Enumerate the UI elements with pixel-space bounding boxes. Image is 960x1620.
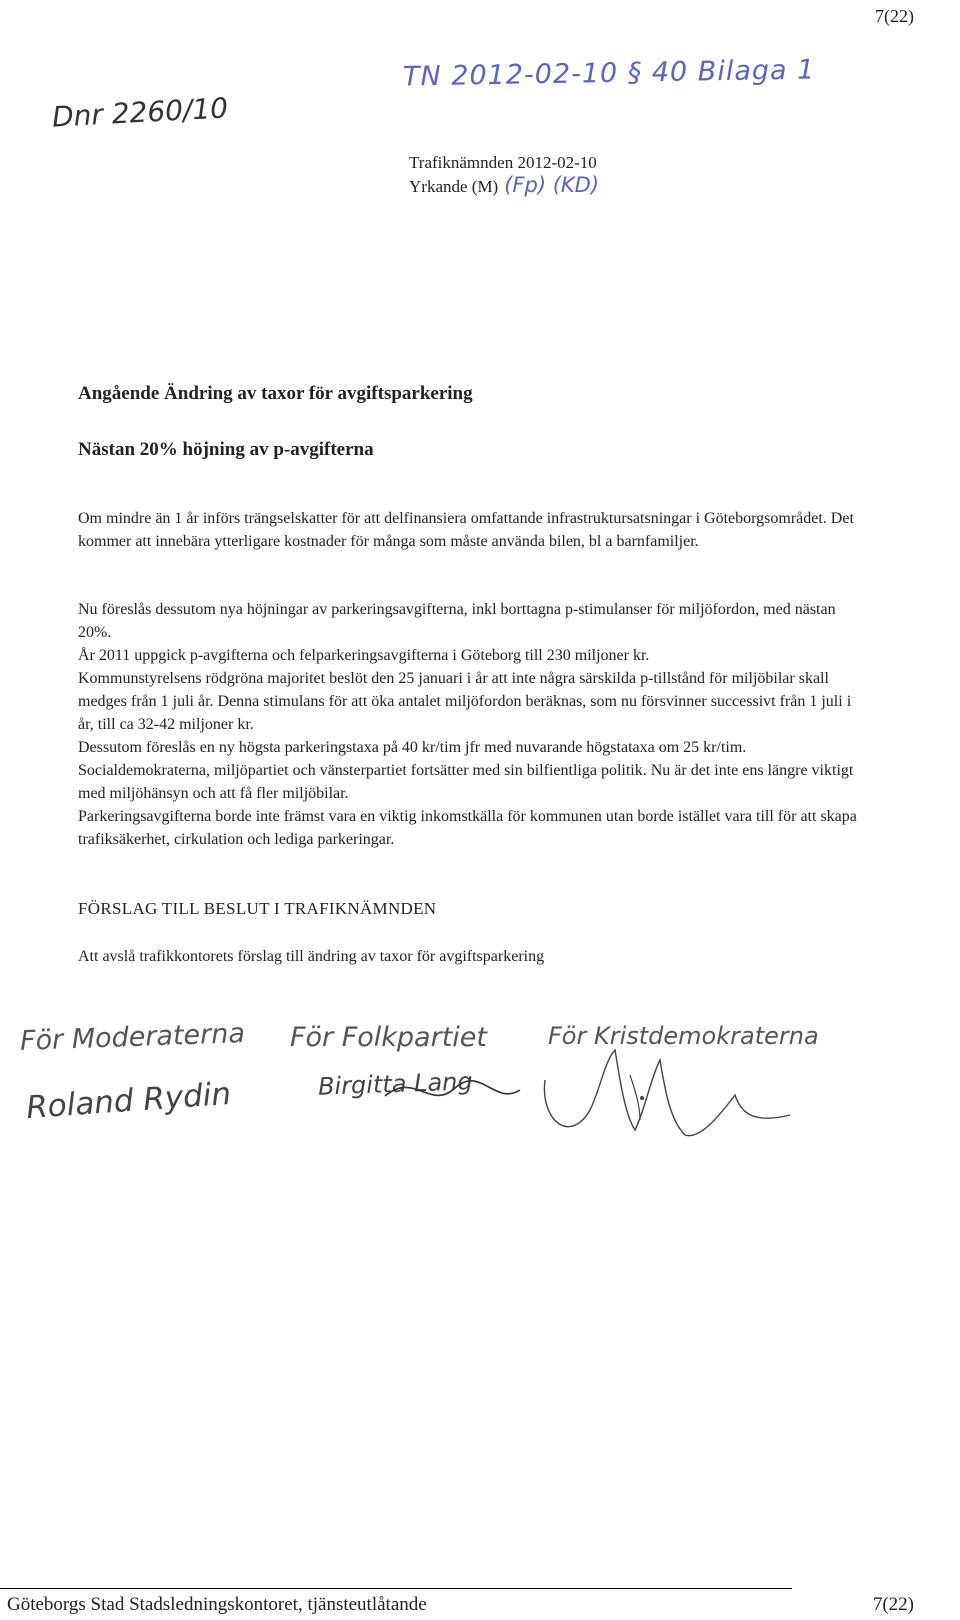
paragraph: Dessutom föreslås en ny högsta parkeringstaxa på 40 kr/tim jfr med nuvarande högstataxa om 25 kr/tim.: [78, 739, 747, 756]
paragraph-block: [78, 598, 858, 851]
header-page-number: 7(22): [875, 6, 914, 26]
signature-name-folkpartiet: Birgitta Lang: [317, 1067, 474, 1101]
meta-committee-date: Trafiknämnden 2012-02-10: [409, 153, 597, 172]
signature-name-moderaterna: Roland Rydin: [24, 1075, 233, 1127]
proposal-heading: FÖRSLAG TILL BESLUT I TRAFIKNÄMNDEN: [78, 899, 437, 918]
handwritten-parties: (Fp) (KD): [504, 173, 600, 197]
paragraph-intro: [78, 507, 858, 553]
footer-divider: [0, 1588, 792, 1589]
meta-motion: [409, 174, 599, 198]
footer-page-number: 7(22): [872, 1594, 914, 1615]
paragraph: Om mindre än 1 år införs trängselskatter för att delfinansiera omfattande infrastruktursatsningar i Göteborgsområdet. Det kommer att innebära ytterligare kostnader för många som måste använda bilen, bl a barnfamiljer.: [78, 510, 854, 550]
signature-label-folkpartiet: För Folkpartiet: [290, 1022, 487, 1053]
meta-motion-label: Yrkande (M): [409, 177, 499, 196]
handwritten-reference: TN 2012-02-10 § 40 Bilaga 1: [402, 54, 816, 93]
document-title: Angående Ändring av taxor för avgiftsparkering: [78, 383, 473, 404]
footer-text: Göteborgs Stad Stadsledningskontoret, tjänsteutlåtande: [7, 1594, 427, 1615]
paragraph: Kommunstyrelsens rödgröna majoritet beslöt den 25 januari i år att inte några särskilda p-tillstånd för miljöbilar skall medges från 1 juli år. Denna stimulans för att öka antalet miljöfordon beräknas, som nu försvinner successivt från 1 juli i år, till ca 32-42 miljoner kr.: [78, 670, 852, 733]
paragraph: År 2011 uppgick p-avgifterna och felparkeringsavgifterna i Göteborg till 230 miljoner kr.: [78, 647, 650, 664]
signature-flourish-folkpartiet: [255, 1066, 525, 1126]
document-meta: [409, 152, 599, 198]
document-subtitle: Nästan 20% höjning av p-avgifterna: [78, 439, 374, 460]
signature-scribble-kristdemokraterna: [520, 1020, 800, 1150]
proposal-text: Att avslå trafikkontorets förslag till ändring av taxor för avgiftsparkering: [78, 948, 545, 965]
signature-label-moderaterna: För Moderaterna: [19, 1018, 246, 1057]
paragraph: Nu föreslås dessutom nya höjningar av parkeringsavgifterna, inkl borttagna p-stimulanser för miljöfordon, med nästan 20%.: [78, 601, 836, 641]
signature-label-kristdemokraterna: För Kristdemokraterna: [548, 1022, 819, 1050]
handwritten-dnr: Dnr 2260/10: [51, 91, 229, 134]
paragraph: Socialdemokraterna, miljöpartiet och vänsterpartiet fortsätter med sin bilfientliga politik. Nu är det inte ens längre viktigt med miljöhänsyn och att få fler miljöbilar.: [78, 762, 854, 802]
paragraph: Parkeringsavgifterna borde inte främst vara en viktig inkomstkälla för kommunen utan borde istället vara till för att skapa trafiksäkerhet, cirkulation och lediga parkeringar.: [78, 808, 857, 848]
